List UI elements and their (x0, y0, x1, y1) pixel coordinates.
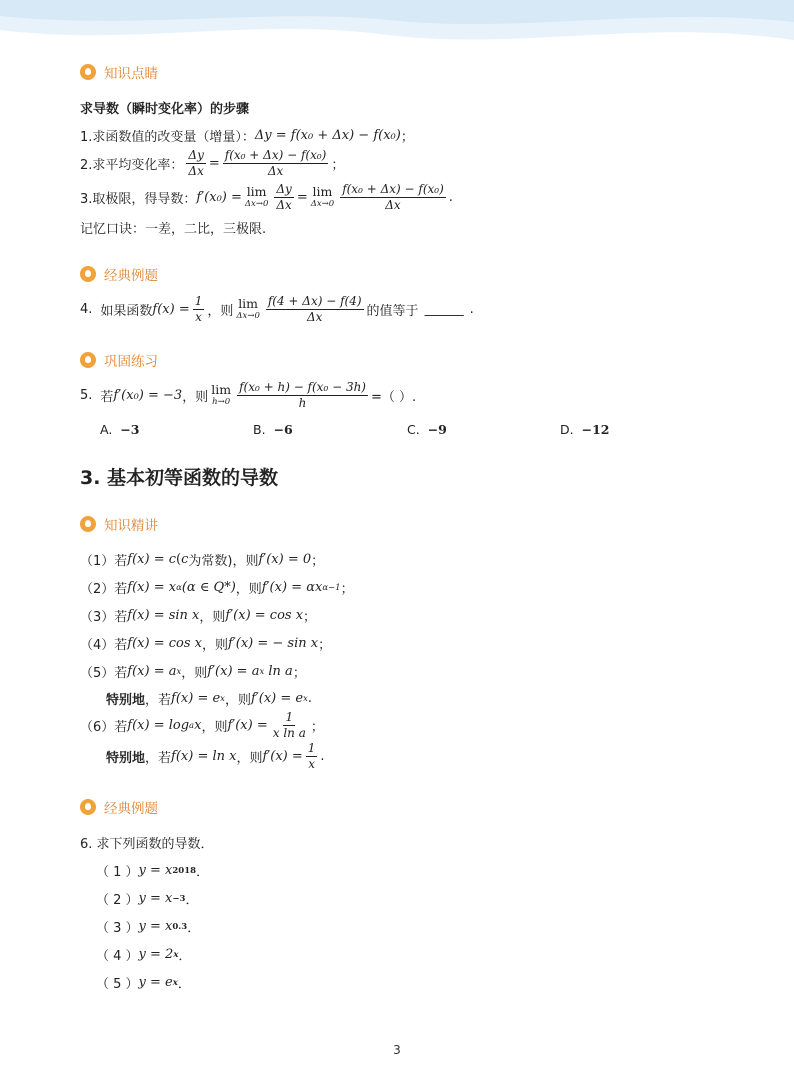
difference-quotient (266, 294, 364, 325)
rule-6-special (106, 741, 325, 772)
limit-text: lim (211, 381, 232, 397)
limit-operator (211, 381, 232, 408)
section-3-title: 3. 基本初等函数的导数 (80, 467, 279, 489)
question-text: ，则 (182, 390, 209, 405)
question-end: . (469, 302, 474, 317)
rule-text: ，则 (236, 751, 263, 766)
lightbulb-icon (80, 64, 96, 80)
step-2-lhs-fraction (186, 148, 205, 179)
rule-1 (80, 550, 324, 569)
rule-derivative: f′(x) = − sin x (227, 636, 319, 651)
rule-derivative: f′(x) = (227, 718, 268, 733)
rule-function: f(x) = c (127, 552, 177, 567)
question-text: 的值等于 (366, 304, 419, 319)
choice-label: B. (253, 422, 266, 437)
item-end: ． (177, 977, 191, 992)
step-3 (80, 182, 453, 213)
rule-derivative: f′(x) = αx (261, 580, 323, 595)
rule-4 (80, 634, 331, 653)
fraction-denominator: x ln a (272, 726, 306, 740)
section-label: 巩固练习 (104, 354, 158, 370)
rule-derivative: f′(x) = e (250, 691, 304, 706)
item-base: y = e (138, 975, 173, 990)
rule-function: f(x) = ln x (171, 749, 237, 764)
item-exponent: 2018 (172, 865, 197, 876)
rule-superscript: α (176, 582, 182, 593)
rule-function: f(x) = sin x (127, 608, 200, 623)
rule-text: ，则 (201, 638, 228, 653)
rule-end: ； (311, 554, 325, 569)
section-label: 经典例题 (104, 268, 158, 284)
section-header-knowledge-points (80, 62, 158, 82)
rule-function: f(x) = a (127, 664, 177, 679)
step-1-label: 1.求函数值的改变量（增量）： (80, 130, 255, 145)
item-exponent: x (173, 949, 179, 960)
equals-sign: = (296, 190, 308, 205)
choice-label: A. (100, 422, 113, 437)
fraction-denominator: Δx (267, 164, 284, 178)
example-6-item-3 (96, 917, 200, 936)
item-number: （ 1 ） (96, 865, 139, 880)
choice-label: C. (407, 422, 420, 437)
question-text: =（ ）. (371, 390, 417, 405)
item-base: y = 2 (138, 947, 174, 962)
lightbulb-icon (80, 799, 96, 815)
item-exponent: −3 (172, 893, 186, 904)
rule-2 (80, 578, 354, 597)
rule-text: （6）若 (80, 720, 128, 735)
section-header-knowledge-explained (80, 514, 158, 534)
item-number: （ 4 ） (96, 949, 139, 964)
question-number: 4. (80, 302, 93, 317)
step-2-end: ； (331, 158, 345, 173)
page-number: 3 (393, 1043, 401, 1057)
step-1-end: ； (400, 130, 414, 145)
rule-text: （5）若 (80, 666, 128, 681)
fraction-denominator: Δx (385, 198, 401, 212)
step-2 (80, 148, 344, 179)
step-3-fraction-1 (274, 182, 293, 213)
example-6-item-5 (96, 973, 191, 992)
step-3-end: . (448, 190, 453, 205)
section-header-practice (80, 350, 158, 370)
fraction-numerator: f(x₀ + Δx) − f(x₀) (224, 148, 327, 162)
choice-value: −9 (427, 422, 447, 437)
limit-operator (244, 183, 269, 210)
rule-text: 为常数) (188, 554, 233, 569)
lightbulb-icon (80, 266, 96, 282)
step-3-lhs: f′(x₀) = (196, 190, 242, 205)
item-base: y = x (138, 919, 173, 934)
question-text: 若 (100, 390, 114, 405)
equals-sign: = (208, 156, 220, 171)
answer-blank[interactable]: ______ (424, 302, 464, 317)
rule-5-special (106, 689, 312, 708)
rule-function: f(x) = e (171, 691, 221, 706)
rule-domain: (α ∈ Q*) (181, 580, 236, 595)
fraction-numerator: Δy (276, 182, 292, 196)
header-wave-decoration (0, 0, 794, 60)
rule-superscript: x (259, 666, 265, 677)
rule-6-fraction (271, 710, 308, 741)
section-label: 知识精讲 (104, 518, 158, 534)
rule-text: （4）若 (80, 638, 128, 653)
rule-derivative: f′(x) = 0 (258, 552, 312, 567)
rule-text: ，则 (201, 720, 228, 735)
step-3-label: 3.取极限，得导数： (80, 192, 197, 207)
difference-quotient (237, 380, 368, 411)
item-end: ． (185, 893, 199, 908)
rule-superscript: x (303, 693, 308, 704)
step-1-formula: Δy = f(x₀ + Δx) − f(x₀) (254, 128, 401, 143)
limit-text: lim (238, 295, 259, 311)
fraction-denominator: Δx (306, 310, 323, 324)
choice-value: −3 (120, 422, 140, 437)
item-exponent: 0.3 (172, 921, 188, 932)
rule-text: （3）若 (80, 610, 128, 625)
rule-5 (80, 662, 306, 681)
step-2-label: 2.求平均变化率： (80, 158, 184, 173)
special-label: 特别地 (106, 751, 146, 766)
question-number: 5. (80, 388, 93, 403)
choice-d[interactable] (560, 422, 609, 437)
fraction-denominator: Δx (188, 164, 204, 178)
rule-superscript: x (220, 693, 225, 704)
limit-text: lim (312, 183, 333, 199)
example-6-item-1 (96, 861, 209, 880)
rule-argument: x (194, 718, 202, 733)
example-6-item-2 (96, 889, 198, 908)
limit-subscript: h→0 (212, 396, 231, 407)
fraction-one-over-x (193, 294, 205, 325)
fraction-numerator: 1 (307, 741, 316, 755)
rule-end: . (307, 691, 313, 706)
section-header-classic-example-2 (80, 797, 158, 817)
given-condition: f′(x₀) = −3 (113, 388, 183, 403)
section-header-classic-example (80, 264, 158, 284)
fraction-numerator: 1 (285, 710, 294, 724)
mnemonic: 记忆口诀：一差，二比，三极限. (80, 222, 267, 237)
rule-text: （1）若 (80, 554, 128, 569)
item-base: y = x (138, 891, 173, 906)
lightbulb-icon (80, 516, 96, 532)
example-6-heading: 6. 求下列函数的导数． (80, 837, 214, 852)
fraction-denominator: x (308, 757, 315, 771)
rule-text: ，则 (199, 610, 226, 625)
section-label: 经典例题 (104, 801, 158, 817)
step-1 (80, 126, 414, 145)
fraction-numerator: 1 (194, 294, 203, 308)
limit-operator (310, 183, 335, 210)
question-text: 如果函数 (100, 304, 153, 319)
limit-subscript: Δx→0 (310, 198, 335, 209)
rule-text: ，则 (235, 582, 262, 597)
item-end: ． (178, 949, 192, 964)
rule-text: ，若 (145, 693, 172, 708)
special-label: 特别地 (106, 693, 146, 708)
fraction-numerator: f(x₀ + Δx) − f(x₀) (342, 182, 444, 196)
rule-end: ； (292, 666, 306, 681)
rule-text: ，若 (145, 751, 172, 766)
choice-b[interactable] (253, 422, 293, 437)
item-number: （ 5 ） (96, 977, 139, 992)
rule-end: ； (310, 720, 324, 735)
rule-text: （2）若 (80, 582, 128, 597)
fraction-numerator: f(4 + Δx) − f(4) (267, 294, 362, 308)
item-number: （ 2 ） (96, 893, 139, 908)
choice-value: −12 (581, 422, 610, 437)
rule-6-special-fraction (306, 741, 318, 772)
item-base: y = x (138, 863, 173, 878)
example-6-item-4 (96, 945, 191, 964)
limit-subscript: Δx→0 (244, 198, 269, 209)
fraction-denominator: x (195, 310, 202, 324)
exercise-5 (80, 380, 416, 411)
choice-value: −6 (273, 422, 293, 437)
rule-const: c (181, 552, 189, 567)
item-end: ． (187, 921, 201, 936)
rule-derivative: f′(x) = a (207, 664, 260, 679)
rule-subscript: a (189, 720, 195, 731)
lightbulb-icon (80, 352, 96, 368)
fraction-numerator: f(x₀ + h) − f(x₀ − 3h) (239, 380, 366, 394)
rule-derivative: f′(x) = (262, 749, 303, 764)
choice-a[interactable] (100, 422, 139, 437)
item-exponent: x (172, 977, 178, 988)
choice-label: D. (560, 422, 574, 437)
rule-text: ，则 (224, 693, 251, 708)
rule-end: ； (303, 610, 317, 625)
steps-heading: 求导数（瞬时变化率）的步骤 (80, 102, 250, 117)
step-2-rhs-fraction (223, 148, 329, 179)
rule-end: . (320, 749, 325, 764)
limit-operator (236, 295, 260, 322)
rule-3 (80, 606, 316, 625)
fraction-denominator: h (298, 396, 307, 410)
example-4 (80, 294, 474, 325)
item-number: （ 3 ） (96, 921, 139, 936)
question-text: ，则 (207, 304, 234, 319)
section-label: 知识点睛 (104, 66, 158, 82)
fraction-denominator: Δx (276, 198, 292, 212)
limit-subscript: Δx→0 (236, 310, 260, 321)
rule-end: ； (318, 638, 332, 653)
fraction-numerator: Δy (188, 148, 204, 162)
step-3-fraction-2 (340, 182, 446, 213)
rule-paren: ( (176, 552, 182, 567)
rule-derivative: f′(x) = cos x (225, 608, 304, 623)
rule-superscript: x (176, 666, 182, 677)
rule-end: ； (340, 582, 354, 597)
limit-text: lim (246, 183, 267, 199)
function-def: f(x) = (152, 302, 190, 317)
rule-6 (80, 710, 324, 741)
rule-text: ，则 (232, 554, 259, 569)
rule-function: f(x) = x (127, 580, 177, 595)
rule-log: ln a (268, 664, 293, 679)
choice-c[interactable] (407, 422, 447, 437)
rule-text: ，则 (181, 666, 208, 681)
item-end: ． (196, 865, 210, 880)
rule-function: f(x) = log (127, 718, 190, 733)
rule-function: f(x) = cos x (127, 636, 202, 651)
rule-superscript: α−1 (322, 582, 341, 593)
